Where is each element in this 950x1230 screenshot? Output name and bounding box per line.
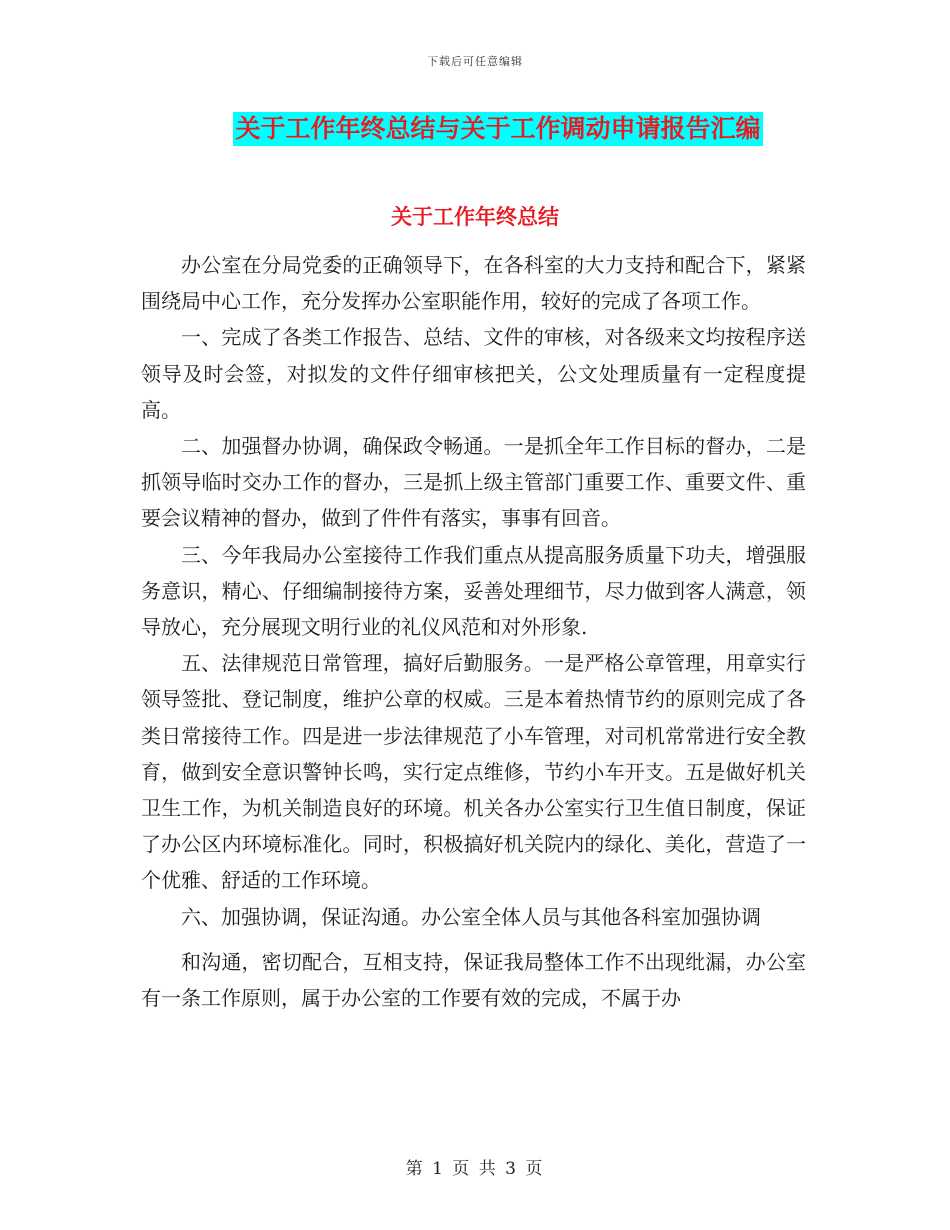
header-note: 下载后可任意编辑 <box>427 55 523 68</box>
paragraph-intro: 办公室在分局党委的正确领导下，在各科室的大力支持和配合下，紧紧围绕局中心工作，充分发挥办公室职能作用，较好的完成了各项工作。 <box>141 253 806 314</box>
paragraph-item-5: 五、法律规范日常管理，搞好后勤服务。一是严格公章管理，用章实行领导签批、登记制度，维护公章的权威。三是本着热情节约的原则完成了各类日常接待工作。四是进一步法律规范了小车管理，对司机常常进行安全教育，做到安全意识警钟长鸣，实行定点维修，节约小车开支。五是做好机关卫生工作，为机关制造良好的环境。机关各办公室实行卫生值日制度，保证了办公区内环境标准化。同时，积极搞好机关院内的绿化、美化，营造了一个优雅、舒适的工作环境。 <box>141 651 806 893</box>
page-number-footer: 第 1 页 共 3 页 <box>405 1159 545 1179</box>
main-title-container <box>0 112 950 146</box>
paragraph-item-2: 二、加强督办协调，确保政令畅通。一是抓全年工作目标的督办，二是抓领导临时交办工作的督办，三是抓上级主管部门重要工作、重要文件、重要会议精神的督办，做到了件件有落实，事事有回音。 <box>141 434 806 531</box>
main-title: 关于工作年终总结与关于工作调动申请报告汇编 <box>233 112 762 146</box>
paragraph-item-3: 三、今年我局办公室接待工作我们重点从提高服务质量下功夫，增强服务意识，精心、仔细编制接待方案，妥善处理细节，尽力做到客人满意，领导放心，充分展现文明行业的礼仪风范和对外形象. <box>141 542 806 640</box>
paragraph-item-6: 六、加强协调，保证沟通。办公室全体人员与其他各科室加强协调 <box>181 904 761 929</box>
paragraph-item-1: 一、完成了各类工作报告、总结、文件的审核，对各级来文均按程序送领导及时会签，对拟发的文件仔细审核把关，公文处理质量有一定程度提高。 <box>141 325 806 422</box>
paragraph-continuation: 和沟通，密切配合，互相支持，保证我局整体工作不出现纰漏，办公室有一条工作原则，属于办公室的工作要有效的完成，不属于办 <box>141 949 806 1011</box>
section-title: 关于工作年终总结 <box>391 205 559 229</box>
document-body <box>141 247 806 1016</box>
